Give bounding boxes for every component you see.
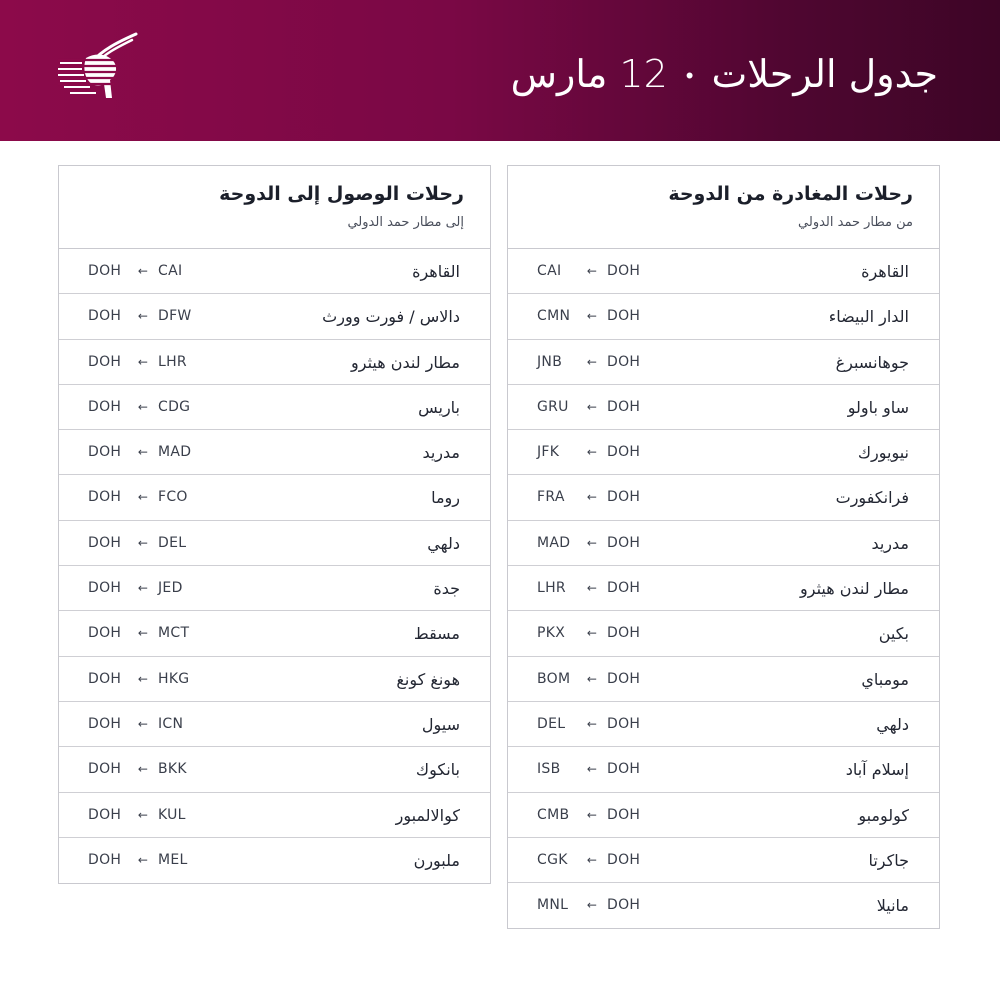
arrow-left-icon: ← bbox=[586, 626, 598, 641]
route-from-code: DOH bbox=[607, 353, 641, 370]
route-to-code: MAD bbox=[537, 534, 571, 551]
city-name: جوهانسبرغ bbox=[835, 352, 909, 372]
route-codes bbox=[88, 747, 198, 792]
arrow-left-icon: ← bbox=[586, 399, 598, 414]
arrow-left-icon: ← bbox=[586, 807, 598, 822]
city-name: نيويورك bbox=[857, 443, 909, 463]
route-from-code: KUL bbox=[158, 806, 186, 823]
flight-row bbox=[59, 702, 490, 747]
route-to-code: CAI bbox=[537, 263, 562, 279]
route-codes bbox=[537, 883, 647, 928]
route-codes bbox=[537, 657, 647, 702]
route-to-code: JNB bbox=[537, 353, 563, 370]
arrow-left-icon: ← bbox=[137, 490, 149, 505]
arrow-left-icon: ← bbox=[137, 264, 149, 278]
departures-title: رحلات المغادرة من الدوحة bbox=[668, 183, 913, 205]
route-from-code: DOH bbox=[607, 851, 641, 868]
route-to-code: DOH bbox=[88, 851, 122, 868]
route-codes bbox=[537, 566, 647, 611]
flight-row bbox=[508, 883, 939, 928]
route-codes bbox=[537, 838, 647, 883]
arrow-left-icon: ← bbox=[137, 716, 149, 731]
city-name: روما bbox=[431, 488, 460, 508]
city-name: القاهرة bbox=[861, 262, 909, 281]
route-from-code: DOH bbox=[607, 670, 641, 687]
route-to-code: DOH bbox=[88, 715, 122, 732]
route-to-code: DOH bbox=[88, 398, 122, 415]
route-to-code: DOH bbox=[88, 353, 122, 370]
arrow-left-icon: ← bbox=[137, 807, 149, 822]
city-name: جاكرتا bbox=[868, 850, 909, 870]
city-name: الدار البيضاء bbox=[828, 307, 909, 327]
flight-row bbox=[59, 566, 490, 611]
route-to-code: DOH bbox=[88, 806, 122, 823]
flight-row bbox=[59, 838, 490, 883]
route-to-code: BOM bbox=[537, 670, 571, 687]
route-from-code: MAD bbox=[158, 444, 192, 461]
arrow-left-icon: ← bbox=[586, 898, 598, 913]
route-from-code: MCT bbox=[158, 625, 190, 642]
route-to-code: DOH bbox=[88, 489, 122, 506]
city-name: مدريد bbox=[422, 443, 460, 463]
city-name: جدة bbox=[433, 579, 460, 599]
city-name: ملبورن bbox=[413, 850, 460, 870]
page-date: 12 مارس bbox=[510, 52, 668, 96]
route-codes bbox=[537, 294, 647, 339]
route-from-code: DOH bbox=[607, 715, 641, 732]
arrow-left-icon: ← bbox=[137, 309, 149, 324]
route-to-code: PKX bbox=[537, 625, 566, 642]
arrow-left-icon: ← bbox=[137, 852, 149, 867]
route-codes bbox=[88, 385, 198, 430]
route-from-code: DOH bbox=[607, 489, 641, 506]
flight-row bbox=[59, 747, 490, 792]
city-name: بانكوك bbox=[415, 760, 460, 780]
route-from-code: JED bbox=[158, 580, 183, 597]
route-to-code: LHR bbox=[537, 580, 566, 597]
route-to-code: DOH bbox=[88, 444, 122, 461]
oryx-logo-icon bbox=[56, 30, 140, 104]
arrow-left-icon: ← bbox=[586, 716, 598, 731]
page-header bbox=[0, 0, 1000, 141]
city-name: مومباي bbox=[861, 669, 909, 689]
route-to-code: DOH bbox=[88, 625, 122, 642]
route-from-code: DOH bbox=[607, 580, 641, 597]
arrivals-title: رحلات الوصول إلى الدوحة bbox=[219, 183, 464, 205]
flight-row bbox=[508, 793, 939, 838]
arrow-left-icon: ← bbox=[586, 852, 598, 867]
flight-row bbox=[59, 430, 490, 475]
city-name: دلهي bbox=[427, 533, 460, 553]
route-from-code: DOH bbox=[607, 308, 641, 325]
arrow-left-icon: ← bbox=[586, 581, 598, 596]
flight-row bbox=[508, 340, 939, 385]
arrow-left-icon: ← bbox=[586, 264, 598, 278]
flight-row bbox=[59, 793, 490, 838]
route-codes bbox=[88, 294, 198, 339]
route-from-code: MEL bbox=[158, 851, 188, 868]
route-from-code: DFW bbox=[158, 308, 192, 325]
departures-panel-header bbox=[508, 166, 939, 249]
route-to-code: DEL bbox=[537, 715, 566, 732]
route-from-code: BKK bbox=[158, 761, 187, 778]
flight-row bbox=[59, 475, 490, 520]
city-name: كولومبو bbox=[858, 805, 909, 825]
arrow-left-icon: ← bbox=[586, 490, 598, 505]
route-from-code: DOH bbox=[607, 263, 641, 279]
route-to-code: DOH bbox=[88, 670, 122, 687]
route-codes bbox=[88, 838, 198, 883]
arrivals-panel bbox=[58, 165, 491, 884]
route-codes bbox=[88, 249, 198, 294]
departures-panel bbox=[507, 165, 940, 929]
route-from-code: DOH bbox=[607, 897, 641, 914]
arrow-left-icon: ← bbox=[586, 671, 598, 686]
page-title bbox=[511, 46, 938, 105]
arrow-left-icon: ← bbox=[586, 354, 598, 369]
flight-row bbox=[508, 566, 939, 611]
arrow-left-icon: ← bbox=[586, 535, 598, 550]
arrow-left-icon: ← bbox=[137, 354, 149, 369]
route-to-code: DOH bbox=[88, 534, 122, 551]
route-to-code: CGK bbox=[537, 851, 568, 868]
flight-row bbox=[59, 611, 490, 656]
route-from-code: DOH bbox=[607, 534, 641, 551]
city-name: دلهي bbox=[876, 714, 909, 734]
flight-row bbox=[59, 521, 490, 566]
route-from-code: HKG bbox=[158, 670, 190, 687]
route-from-code: DOH bbox=[607, 761, 641, 778]
arrivals-panel-header bbox=[59, 166, 490, 249]
city-name: مطار لندن هيثرو bbox=[351, 352, 460, 372]
route-from-code: DOH bbox=[607, 398, 641, 415]
flight-row bbox=[508, 249, 939, 294]
route-codes bbox=[88, 340, 198, 385]
route-codes bbox=[88, 657, 198, 702]
flight-row bbox=[508, 430, 939, 475]
page-title-text: جدول الرحلات bbox=[711, 52, 938, 96]
route-to-code: DOH bbox=[88, 761, 122, 778]
departures-subtitle: من مطار حمد الدولي bbox=[798, 215, 913, 230]
route-codes bbox=[88, 566, 198, 611]
route-codes bbox=[88, 793, 198, 838]
arrow-left-icon: ← bbox=[137, 399, 149, 414]
arrow-left-icon: ← bbox=[137, 535, 149, 550]
city-name: هونغ كونغ bbox=[396, 669, 460, 689]
flight-row bbox=[59, 385, 490, 430]
route-codes bbox=[537, 385, 647, 430]
route-codes bbox=[537, 340, 647, 385]
route-from-code: ICN bbox=[158, 715, 184, 732]
flight-row bbox=[508, 747, 939, 792]
route-codes bbox=[88, 702, 198, 747]
route-to-code: CMN bbox=[537, 308, 571, 325]
route-codes bbox=[88, 521, 198, 566]
route-codes bbox=[537, 611, 647, 656]
route-from-code: DOH bbox=[607, 806, 641, 823]
route-codes bbox=[537, 249, 647, 294]
arrivals-list bbox=[59, 249, 490, 883]
route-codes bbox=[537, 521, 647, 566]
arrow-left-icon: ← bbox=[137, 581, 149, 596]
city-name: إسلام آباد bbox=[845, 760, 909, 780]
route-to-code: CMB bbox=[537, 806, 570, 823]
flight-row bbox=[508, 294, 939, 339]
route-codes bbox=[537, 430, 647, 475]
arrow-left-icon: ← bbox=[137, 445, 149, 460]
route-codes bbox=[537, 475, 647, 520]
arrow-left-icon: ← bbox=[137, 762, 149, 777]
city-name: مدريد bbox=[871, 533, 909, 553]
flight-row bbox=[59, 294, 490, 339]
arrivals-subtitle: إلى مطار حمد الدولي bbox=[347, 215, 464, 230]
city-name: باريس bbox=[418, 397, 460, 417]
flight-row bbox=[59, 340, 490, 385]
route-from-code: DOH bbox=[607, 444, 641, 461]
flight-row bbox=[59, 249, 490, 294]
route-to-code: JFK bbox=[537, 444, 560, 461]
title-separator: • bbox=[685, 63, 694, 89]
flight-row bbox=[508, 475, 939, 520]
route-from-code: DOH bbox=[607, 625, 641, 642]
departures-list bbox=[508, 249, 939, 928]
route-codes bbox=[88, 611, 198, 656]
city-name: القاهرة bbox=[412, 262, 460, 281]
route-to-code: FRA bbox=[537, 489, 565, 506]
route-codes bbox=[537, 747, 647, 792]
route-codes bbox=[537, 702, 647, 747]
arrow-left-icon: ← bbox=[586, 309, 598, 324]
route-from-code: FCO bbox=[158, 489, 188, 506]
city-name: مانيلا bbox=[876, 896, 909, 916]
route-to-code: GRU bbox=[537, 398, 569, 415]
flight-row bbox=[508, 838, 939, 883]
city-name: فرانكفورت bbox=[835, 488, 909, 508]
arrow-left-icon: ← bbox=[586, 762, 598, 777]
route-to-code: DOH bbox=[88, 308, 122, 325]
route-from-code: CAI bbox=[158, 263, 183, 279]
route-to-code: DOH bbox=[88, 263, 122, 279]
flight-row bbox=[59, 657, 490, 702]
route-to-code: DOH bbox=[88, 580, 122, 597]
flight-row bbox=[508, 657, 939, 702]
city-name: بكين bbox=[878, 624, 909, 644]
flight-row bbox=[508, 611, 939, 656]
city-name: دالاس / فورت وورث bbox=[322, 307, 460, 327]
route-codes bbox=[88, 430, 198, 475]
route-to-code: MNL bbox=[537, 897, 569, 914]
route-to-code: ISB bbox=[537, 761, 561, 778]
city-name: كوالالمبور bbox=[395, 805, 460, 825]
arrow-left-icon: ← bbox=[586, 445, 598, 460]
flight-row bbox=[508, 702, 939, 747]
city-name: ساو باولو bbox=[847, 397, 909, 417]
city-name: مطار لندن هيثرو bbox=[800, 579, 909, 599]
route-from-code: CDG bbox=[158, 398, 191, 415]
route-codes bbox=[537, 793, 647, 838]
route-codes bbox=[88, 475, 198, 520]
flight-row bbox=[508, 385, 939, 430]
city-name: سيول bbox=[421, 714, 460, 734]
arrow-left-icon: ← bbox=[137, 626, 149, 641]
route-from-code: DEL bbox=[158, 534, 187, 551]
city-name: مسقط bbox=[413, 624, 460, 644]
route-from-code: LHR bbox=[158, 353, 187, 370]
flight-row bbox=[508, 521, 939, 566]
arrow-left-icon: ← bbox=[137, 671, 149, 686]
